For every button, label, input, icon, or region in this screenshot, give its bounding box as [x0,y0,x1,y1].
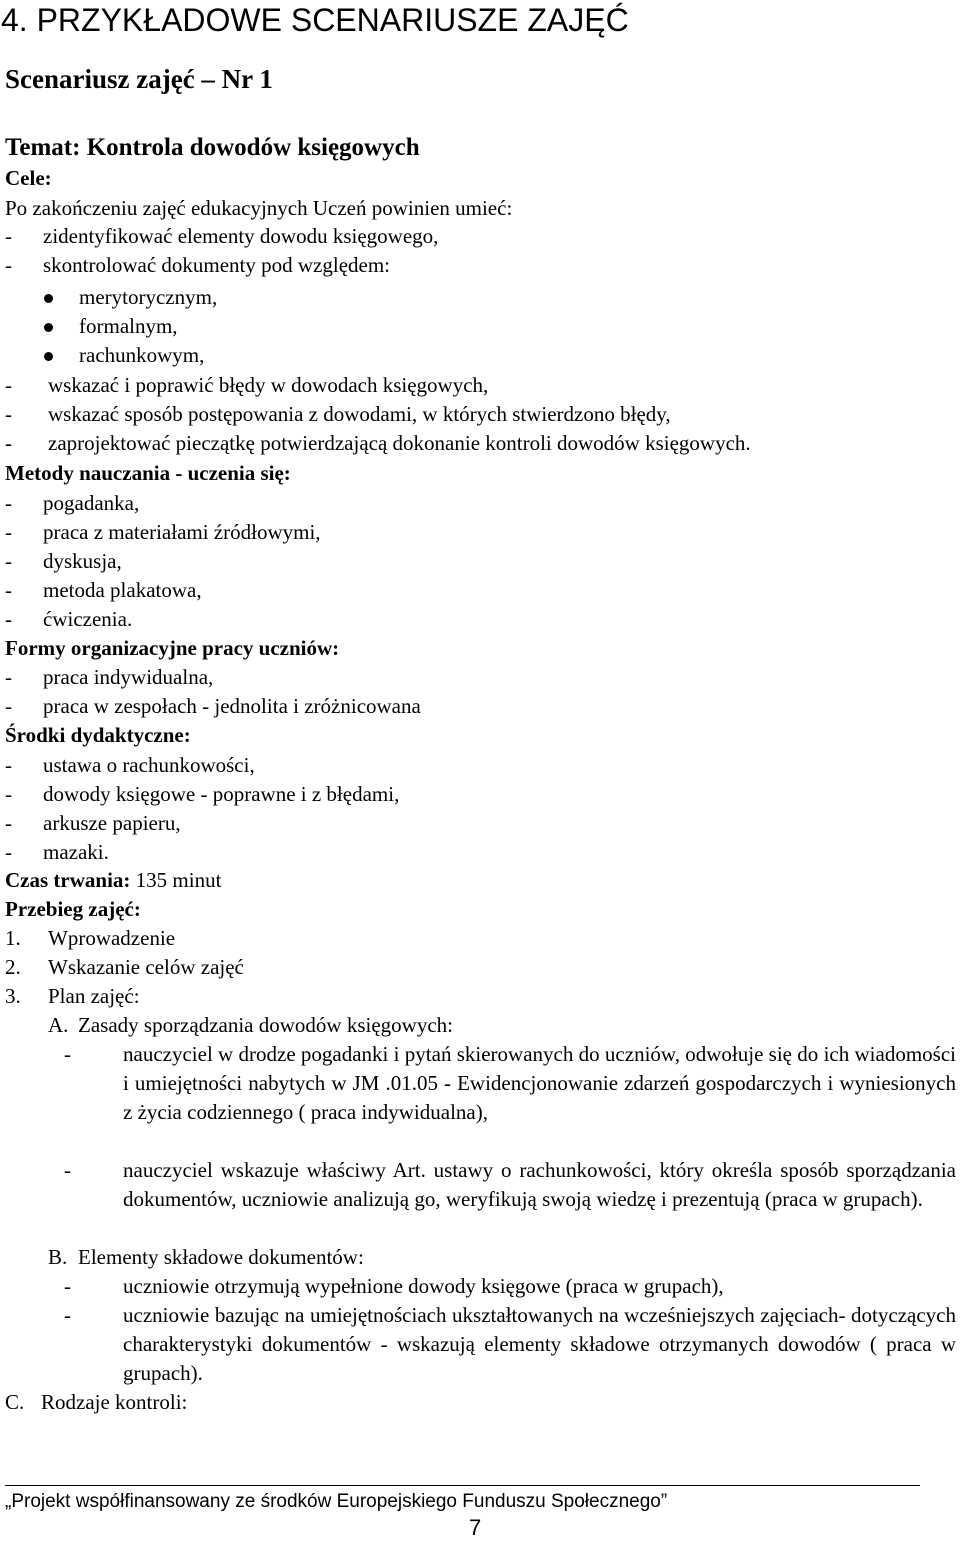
dash-marker: - [64,1158,71,1182]
scenario-title: Scenariusz zajęć – Nr 1 [5,64,273,94]
step-number: 1. [5,926,21,950]
method-item: dyskusja, [43,549,122,573]
dash-marker: - [5,520,12,544]
bullet-icon [44,352,53,361]
step-text: Wskazanie celów zajęć [48,955,244,979]
bullet-icon [44,323,53,332]
goal-item: wskazać i poprawić błędy w dowodach księgowych, [48,373,489,397]
footer-divider [5,1485,920,1486]
chapter-title: 4. PRZYKŁADOWE SCENARIUSZE ZAJĘĆ [1,2,629,38]
step-text: Wprowadzenie [48,926,176,950]
duration-row [5,866,221,895]
dash-marker: - [5,578,12,602]
material-item: mazaki. [43,840,109,864]
dash-marker: - [5,373,12,397]
step-number: 2. [5,955,21,979]
page-number: 7 [469,1515,482,1540]
section-b-item: uczniowie otrzymują wypełnione dowody księgowe (praca w grupach), [123,1274,724,1298]
goals-label: Cele: [5,166,52,190]
dash-marker: - [5,753,12,777]
dash-marker: - [5,491,12,515]
dash-marker: - [5,811,12,835]
section-c-letter: C. [5,1390,25,1414]
forms-label: Formy organizacyjne pracy uczniów: [5,636,340,660]
method-item: praca z materiałami źródłowymi, [43,520,321,544]
dash-marker: - [5,782,12,806]
dash-marker: - [5,694,12,718]
topic-heading: Temat: Kontrola dowodów księgowych [5,134,420,161]
footer-text: „Projekt współfinansowany ze środków Europejskiego Funduszu Społecznego” [5,1491,668,1512]
step-number: 3. [5,984,21,1008]
bullet-icon [44,294,53,303]
section-a-item: nauczyciel wskazuje właściwy Art. ustawy o rachunkowości, który określa sposób sporządzania dokumentów, uczniowie analizują go, weryfikują swoją wiedzę i prezentują (praca w grupach). [123,1158,956,1211]
goal-item: skontrolować dokumenty pod względem: [43,253,391,277]
form-item: praca indywidualna, [43,665,214,689]
dash-marker: - [5,607,12,631]
section-b-letter: B. [48,1245,68,1269]
material-item: dowody księgowe - poprawne i z błędami, [43,782,400,806]
section-a-title: Zasady sporządzania dowodów księgowych: [78,1013,453,1037]
duration-label: Czas trwania: [5,868,131,892]
goals-intro: Po zakończeniu zajęć edukacyjnych Uczeń powinien umieć: [5,196,513,220]
duration-value: 135 minut [135,868,222,892]
goal-subitem: merytorycznym, [79,285,218,309]
dash-marker: - [5,665,12,689]
goal-subitem: rachunkowym, [79,343,205,367]
method-item: pogadanka, [43,491,140,515]
goal-item: zaprojektować pieczątkę potwierdzającą dokonanie kontroli dowodów księgowych. [48,431,751,455]
dash-marker: - [64,1042,71,1066]
dash-marker: - [5,402,12,426]
dash-marker: - [64,1274,71,1298]
materials-label: Środki dydaktyczne: [5,723,191,747]
methods-label: Metody nauczania - uczenia się: [5,461,291,485]
method-item: ćwiczenia. [43,607,133,631]
goal-subitem: formalnym, [79,314,178,338]
dash-marker: - [5,549,12,573]
section-a-item: nauczyciel w drodze pogadanki i pytań skierowanych do uczniów, odwołuje się do ich wiadomości i umiejętności nabytych w JM .01.05 - Ewidencjonowanie zdarzeń gospodarczych i wyniesionych z życia codziennego ( praca indywidualna), [123,1042,956,1124]
dash-marker: - [64,1303,71,1327]
dash-marker: - [5,253,12,277]
form-item: praca w zespołach - jednolita i zróżnicowana [43,694,421,718]
goal-item: wskazać sposób postępowania z dowodami, w których stwierdzono błędy, [48,402,671,426]
course-label: Przebieg zajęć: [5,897,141,921]
section-b-title: Elementy składowe dokumentów: [78,1245,364,1269]
dash-marker: - [5,840,12,864]
section-b-item: uczniowie bazując na umiejętnościach ukształtowanych na wcześniejszych zajęciach- dotyczących charakterystyki dokumentów - wskazują elementy składowe otrzymanych dowodów ( praca w grupach). [123,1303,956,1385]
material-item: arkusze papieru, [43,811,181,835]
dash-marker: - [5,224,12,248]
material-item: ustawa o rachunkowości, [43,753,255,777]
section-c-title: Rodzaje kontroli: [41,1390,188,1414]
goal-item: zidentyfikować elementy dowodu księgowego, [43,224,439,248]
dash-marker: - [5,431,12,455]
step-text: Plan zajęć: [48,984,140,1008]
section-a-letter: A. [48,1013,69,1037]
method-item: metoda plakatowa, [43,578,202,602]
